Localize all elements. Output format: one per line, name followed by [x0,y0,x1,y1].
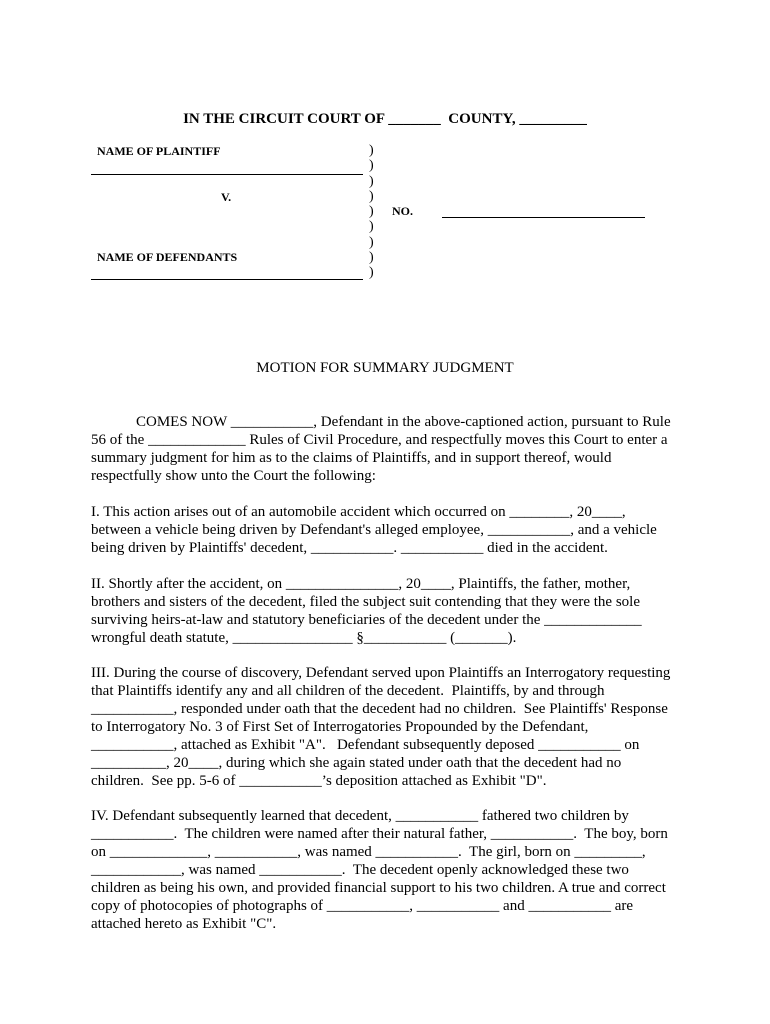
text-line: children. See pp. 5-6 of ___________’s deposition attached as Exhibit "D". [91,773,547,789]
paragraph-iv [91,807,691,933]
plaintiff-label: NAME OF PLAINTIFF [97,144,221,158]
caption-paren: ) [369,173,374,189]
court-title: IN THE CIRCUIT COURT OF _______ COUNTY, _________ [183,111,587,127]
case-caption [0,140,770,290]
text-line: to Interrogatory No. 3 of First Set of Interrogatories Propounded by the Defendant, [91,719,589,735]
caption-paren: ) [369,234,374,250]
text-line: __________, 20____, during which she again stated under oath that the decedent had no [91,755,622,771]
text-line: IV. Defendant subsequently learned that decedent, ___________ fathered two children by [91,808,629,824]
text-line: ___________. The children were named after their natural father, ___________. The boy, born [91,826,668,842]
text-line: brothers and sisters of the decedent, filed the subject suit contending that they were the sole [91,594,641,610]
defendants-name-line [91,279,363,280]
text-line: ____________, was named ___________. The decedent openly acknowledged these two [91,862,629,878]
paragraph-ii [91,575,691,647]
paragraph-i [91,503,691,557]
paragraph-iii [91,664,691,790]
intro-paragraph [91,413,691,485]
text-line: II. Shortly after the accident, on _______________, 20____, Plaintiffs, the father, mother, [91,576,631,592]
text-line: 56 of the _____________ Rules of Civil Procedure, and respectfully moves this Court to enter a [91,432,668,448]
case-number-label: NO. [392,204,413,218]
text-line: ___________, responded under oath that the decedent had no children. See Plaintiffs' Response [91,701,668,717]
caption-paren: ) [369,204,374,220]
motion-title: MOTION FOR SUMMARY JUDGMENT [256,360,514,376]
defendants-label: NAME OF DEFENDANTS [97,250,238,264]
text-line: respectfully show unto the Court the following: [91,468,376,484]
plaintiff-name-line [91,174,363,175]
text-line: wrongful death statute, ________________ §___________ (_______). [91,630,517,646]
caption-paren-column [369,143,381,281]
text-line: I. This action arises out of an automobile accident which occurred on ________, 20____, [91,504,626,520]
text-line: on _____________, ___________, was named ___________. The girl, born on _________, [91,844,646,860]
versus-label: V. [221,190,232,204]
text-line: ___________, attached as Exhibit "A". Defendant subsequently deposed ___________ on [91,737,640,753]
text-line: copy of photocopies of photographs of ___________, ___________ and ___________ are [91,898,634,914]
case-number-line [442,217,645,218]
text-line: being driven by Plaintiffs' decedent, ___________. ___________ died in the accident. [91,540,608,556]
caption-paren: ) [369,219,374,235]
text-line: that Plaintiffs identify any and all children of the decedent. Plaintiffs, by and through [91,683,605,699]
text-line: attached hereto as Exhibit "C". [91,916,277,932]
text-line: III. During the course of discovery, Defendant served upon Plaintiffs an Interrogatory requesting [91,665,671,681]
caption-paren: ) [369,188,374,204]
text-line: between a vehicle being driven by Defendant's alleged employee, ___________, and a vehicle [91,522,657,538]
text-line: COMES NOW ___________, Defendant in the above-captioned action, pursuant to Rule [91,414,671,430]
caption-paren: ) [369,143,374,158]
text-line: children as being his own, and provided financial support to his two children. A true and correct [91,880,666,896]
caption-paren: ) [369,265,374,281]
caption-paren: ) [369,158,374,174]
text-line: summary judgment for him as to the claims of Plaintiffs, and in support thereof, would [91,450,612,466]
caption-paren: ) [369,250,374,266]
text-line: surviving heirs-at-law and statutory beneficiaries of the decedent under the _____________ [91,612,642,628]
